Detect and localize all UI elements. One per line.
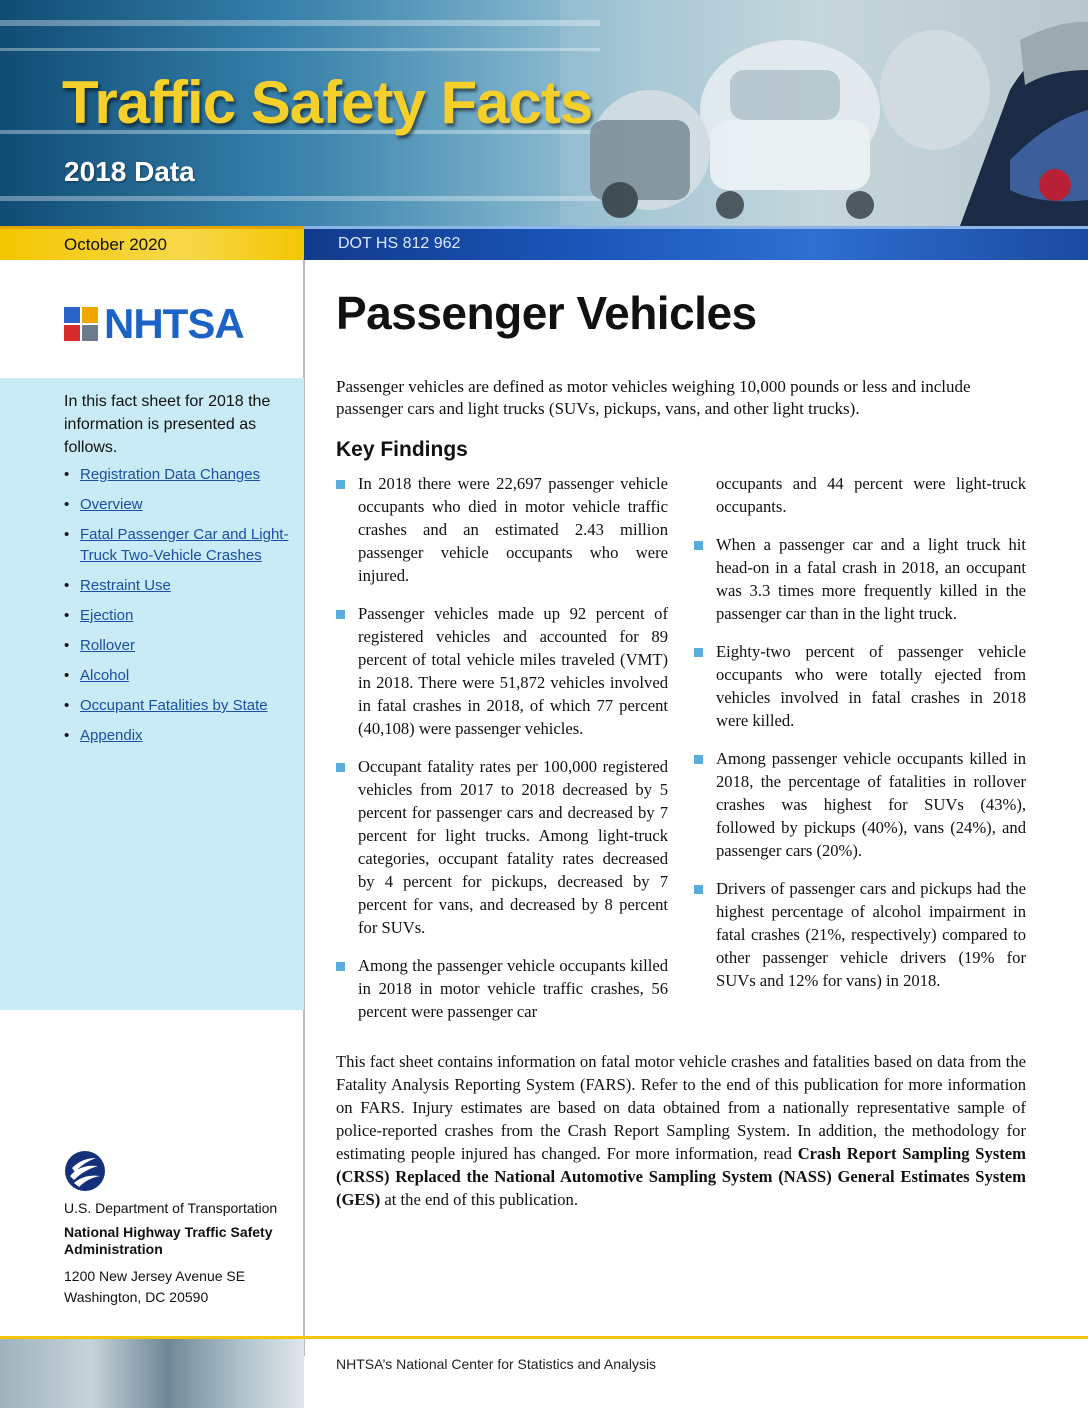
square-bullet-icon [694,541,703,550]
finding-item [694,877,1026,992]
toc-link-registration-data-changes[interactable]: Registration Data Changes [80,466,261,483]
toc-link-ejection[interactable]: Ejection [80,607,134,624]
square-bullet-icon [336,610,345,619]
publication-date: October 2020 [64,235,168,254]
findings-column-left [336,472,668,1038]
finding-text: Among the passenger vehicle occupants killed in 2018 in motor vehicle traffic crashes, 56 percent were passenger car [358,956,668,1021]
square-bullet-icon [336,480,345,489]
address-line-1: 1200 New Jersey Avenue SE [64,1268,246,1284]
table-of-contents [64,464,290,755]
findings-column-right [694,472,1026,1007]
toc-item [64,494,290,515]
square-bullet-icon [336,962,345,971]
intro-paragraph: Passenger vehicles are defined as motor vehicles weighing 10,000 pounds or less and include passenger cars and light trucks (SUVs, pickups, vans, and other light trucks). [336,377,971,418]
finding-text: When a passenger car and a light truck hit head-on in a fatal crash in 2018, an occupant was 3.3 times more frequently killed in the passenger car than in the light truck. [716,535,1026,623]
toc-link-restraint-use[interactable]: Restraint Use [80,577,171,594]
toc-item [64,605,290,626]
dot-logo-icon [64,1150,106,1192]
toc-item [64,725,290,746]
toc-item [64,524,290,566]
finding-item [694,640,1026,732]
dot-department-name: U.S. Department of Transportation [64,1200,278,1216]
header-banner [0,0,1088,226]
toc-link-appendix[interactable]: Appendix [80,727,143,744]
toc-item [64,575,290,596]
square-bullet-icon [694,885,703,894]
page-title: Passenger Vehicles [336,287,757,339]
finding-text: In 2018 there were 22,697 passenger vehicle occupants who died in motor vehicle traffic crashes and an estimated 2.43 million passenger vehicle occupants who were injured. [358,474,668,585]
sidebar-panel [0,378,304,1010]
doc-number: DOT HS 812 962 [338,235,461,252]
toc-link-alcohol[interactable]: Alcohol [80,667,130,684]
footer-text: NHTSA’s National Center for Statistics and Analysis [336,1356,657,1372]
data-year: 2018 Data [64,156,195,187]
finding-text: Eighty-two percent of passenger vehicle occupants who were totally ejected from vehicles involved in fatal crashes in 2018 were killed. [716,642,1026,730]
closing-paragraph [336,1050,1026,1211]
toc-link-fatalities-by-state[interactable]: Occupant Fatalities by State [80,697,268,714]
series-title: Traffic Safety Facts [62,69,593,136]
date-strip [0,226,304,260]
toc-item [64,665,290,686]
finding-item [336,954,668,1023]
address-line-2: Washington, DC 20590 [64,1289,209,1305]
closing-text: This fact sheet contains information on fatal motor vehicle crashes and fatalities based on data from the Fatality Analysis Reporting System (FARS). Refer to the end of this publication for more information on FARS. Injury estimates are based on data obtained from a nationally representative sample of police-reported crashes from the Crash Report Sampling System. In addition, the methodology for estimating people injured has changed. For more information, read [336,1052,1026,1163]
finding-text: Among passenger vehicle occupants killed in 2018, the percentage of fatalities in rollover crashes was highest for SUVs (43%), followed by pickups (40%), vans (24%), and passenger cars (20%). [716,749,1026,860]
finding-item [694,747,1026,862]
closing-bold-reference: Crash Report Sampling System (CRSS) Replaced the National Automotive Sampling System (NASS) General Estimates System (GES) [336,1144,1026,1209]
finding-item [694,533,1026,625]
footer-photo-strip [0,1339,304,1408]
finding-item [336,472,668,587]
square-bullet-icon [336,763,345,772]
toc-link-overview[interactable]: Overview [80,496,143,513]
square-bullet-icon [694,755,703,764]
toc-link-rollover[interactable]: Rollover [80,637,136,654]
square-bullet-icon [694,648,703,657]
finding-continuation: occupants and 44 percent were light-truck occupants. [716,474,1026,516]
agency-name: National Highway Traffic Safety Administration [64,1224,273,1257]
doc-number-strip [304,226,1088,260]
toc-item [64,635,290,656]
sidebar-intro: In this fact sheet for 2018 the information is presented as follows. [64,393,271,456]
finding-text: Passenger vehicles made up 92 percent of registered vehicles and accounted for 89 percent of total vehicle miles traveled (VMT) in 2018. There were 51,872 vehicles involved in fatal crashes in 2018, of which 77 percent (40,108) were passenger vehicles. [358,604,668,738]
nhtsa-logo [64,300,244,348]
nhtsa-wordmark: NHTSA [104,300,244,347]
key-findings-heading: Key Findings [336,438,468,461]
agency-address [64,1266,245,1308]
finding-item [336,602,668,740]
finding-text: Occupant fatality rates per 100,000 registered vehicles from 2017 to 2018 decreased by 5 percent for passenger cars and decreased by 7 percent for light trucks. Among light-truck categories, occupant fatality rates decreased by 4 percent for pickups, decreased by 7 percent for vans, and decreased by 8 percent for SUVs. [358,757,668,937]
toc-item [64,695,290,716]
nhtsa-emblem-icon [64,307,98,341]
toc-item [64,464,290,485]
closing-text-end: at the end of this publication. [380,1190,578,1209]
toc-link-two-vehicle-crashes[interactable]: Fatal Passenger Car and Light-Truck Two-Vehicle Crashes [80,526,289,564]
finding-item [336,755,668,939]
finding-text: Drivers of passenger cars and pickups had the highest percentage of alcohol impairment in fatal crashes (21%, respectively) compared to other passenger vehicle drivers (19% for SUVs and 12% for vans) in 2018. [716,879,1026,990]
